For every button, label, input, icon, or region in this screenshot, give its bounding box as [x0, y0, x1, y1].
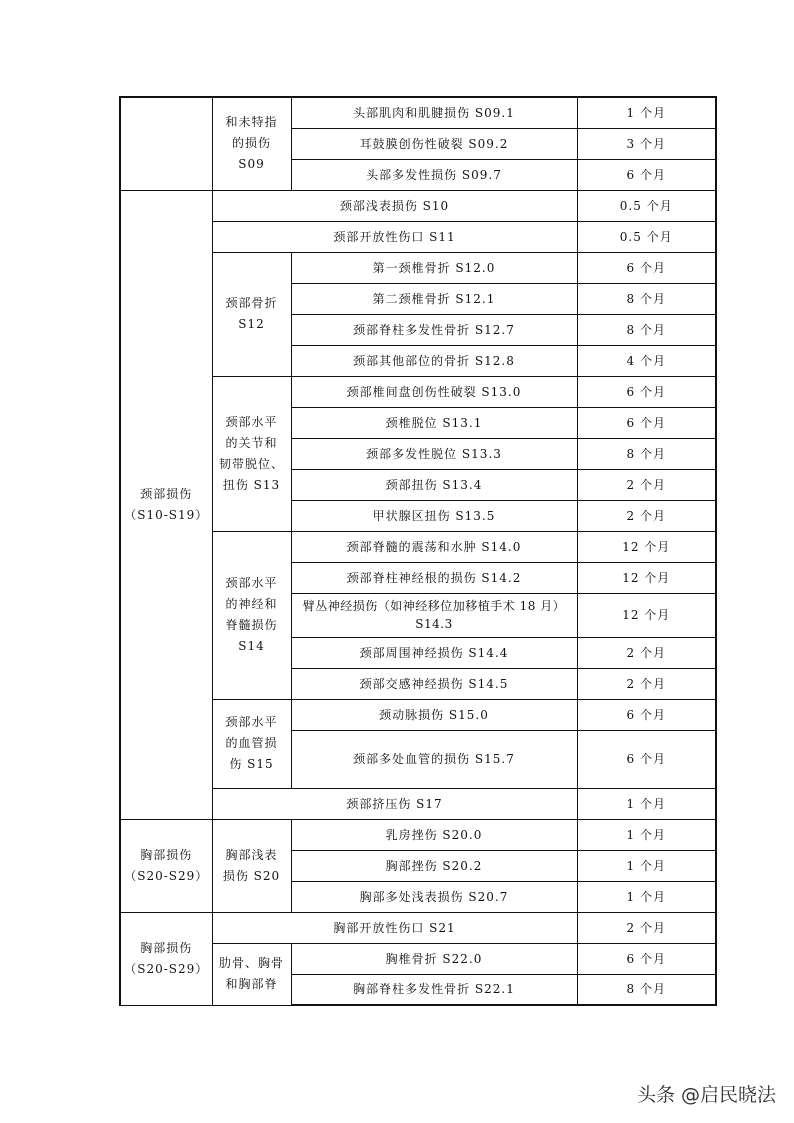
subcategory-cell: 肋骨、胸骨 和胸部脊	[212, 943, 291, 1005]
injury-cell: 甲状腺区扭伤 S13.5	[291, 500, 577, 531]
category-cell	[120, 97, 212, 190]
period-cell: 8 个月	[577, 283, 716, 314]
subcategory-cell: 颈部水平 的神经和 脊髓损伤 S14	[212, 531, 291, 699]
period-cell: 6 个月	[577, 943, 716, 974]
injury-cell: 头部多发性损伤 S09.7	[291, 159, 577, 190]
category-cell: 胸部损伤 （S20-S29）	[120, 912, 212, 1005]
injury-period-table	[119, 96, 717, 1006]
injury-cell: 颈部挤压伤 S17	[212, 788, 577, 819]
category-cell: 胸部损伤 （S20-S29）	[120, 819, 212, 912]
subcategory-cell: 胸部浅表 损伤 S20	[212, 819, 291, 912]
injury-cell: 颈部多发性脱位 S13.3	[291, 438, 577, 469]
injury-cell: 颈部其他部位的骨折 S12.8	[291, 345, 577, 376]
injury-cell: 胸部多处浅表损伤 S20.7	[291, 881, 577, 912]
injury-cell: 颈部周围神经损伤 S14.4	[291, 637, 577, 668]
injury-cell: 乳房挫伤 S20.0	[291, 819, 577, 850]
subcategory-cell: 颈部骨折 S12	[212, 252, 291, 376]
period-cell: 12 个月	[577, 531, 716, 562]
period-cell: 1 个月	[577, 850, 716, 881]
injury-cell: 第一颈椎骨折 S12.0	[291, 252, 577, 283]
subcategory-cell: 和未特指 的损伤 S09	[212, 97, 291, 190]
period-cell: 8 个月	[577, 974, 716, 1005]
injury-cell: 胸部脊柱多发性骨折 S22.1	[291, 974, 577, 1005]
period-cell: 2 个月	[577, 500, 716, 531]
injury-cell: 胸椎骨折 S22.0	[291, 943, 577, 974]
injury-cell: 颈部浅表损伤 S10	[212, 190, 577, 221]
period-cell: 0.5 个月	[577, 190, 716, 221]
injury-cell: 臂丛神经损伤（如神经移位加移植手术 18 月） S14.3	[291, 593, 577, 637]
injury-cell: 耳鼓膜创伤性破裂 S09.2	[291, 128, 577, 159]
period-cell: 2 个月	[577, 637, 716, 668]
period-cell: 6 个月	[577, 252, 716, 283]
table-row	[120, 819, 716, 850]
period-cell: 1 个月	[577, 819, 716, 850]
injury-cell: 颈部扭伤 S13.4	[291, 469, 577, 500]
subcategory-cell: 颈部水平 的血管损 伤 S15	[212, 699, 291, 788]
period-cell: 2 个月	[577, 469, 716, 500]
injury-cell: 颈部交感神经损伤 S14.5	[291, 668, 577, 699]
period-cell: 12 个月	[577, 593, 716, 637]
injury-cell: 胸部挫伤 S20.2	[291, 850, 577, 881]
injury-cell: 颈部椎间盘创伤性破裂 S13.0	[291, 376, 577, 407]
period-cell: 1 个月	[577, 881, 716, 912]
period-cell: 0.5 个月	[577, 221, 716, 252]
period-cell: 6 个月	[577, 376, 716, 407]
period-cell: 2 个月	[577, 668, 716, 699]
period-cell: 8 个月	[577, 314, 716, 345]
injury-cell: 颈部开放性伤口 S11	[212, 221, 577, 252]
injury-cell: 头部肌肉和肌腱损伤 S09.1	[291, 97, 577, 128]
table-row	[120, 190, 716, 221]
injury-cell: 颈椎脱位 S13.1	[291, 407, 577, 438]
subcategory-cell: 颈部水平 的关节和 韧带脱位、 扭伤 S13	[212, 376, 291, 531]
injury-cell: 胸部开放性伤口 S21	[212, 912, 577, 943]
injury-cell: 颈动脉损伤 S15.0	[291, 699, 577, 730]
period-cell: 3 个月	[577, 128, 716, 159]
period-cell: 12 个月	[577, 562, 716, 593]
period-cell: 6 个月	[577, 407, 716, 438]
table-row	[120, 912, 716, 943]
period-cell: 8 个月	[577, 438, 716, 469]
period-cell: 4 个月	[577, 345, 716, 376]
injury-cell: 颈部脊柱多发性骨折 S12.7	[291, 314, 577, 345]
injury-cell: 颈部脊柱神经根的损伤 S14.2	[291, 562, 577, 593]
injury-cell: 颈部多处血管的损伤 S15.7	[291, 730, 577, 788]
watermark: 头条 @启民晓法	[636, 1084, 776, 1106]
period-cell: 2 个月	[577, 912, 716, 943]
injury-cell: 第二颈椎骨折 S12.1	[291, 283, 577, 314]
period-cell: 6 个月	[577, 730, 716, 788]
category-cell: 颈部损伤 （S10-S19）	[120, 190, 212, 819]
period-cell: 6 个月	[577, 159, 716, 190]
period-cell: 1 个月	[577, 788, 716, 819]
period-cell: 1 个月	[577, 97, 716, 128]
table-row	[120, 97, 716, 128]
period-cell: 6 个月	[577, 699, 716, 730]
injury-cell: 颈部脊髓的震荡和水肿 S14.0	[291, 531, 577, 562]
